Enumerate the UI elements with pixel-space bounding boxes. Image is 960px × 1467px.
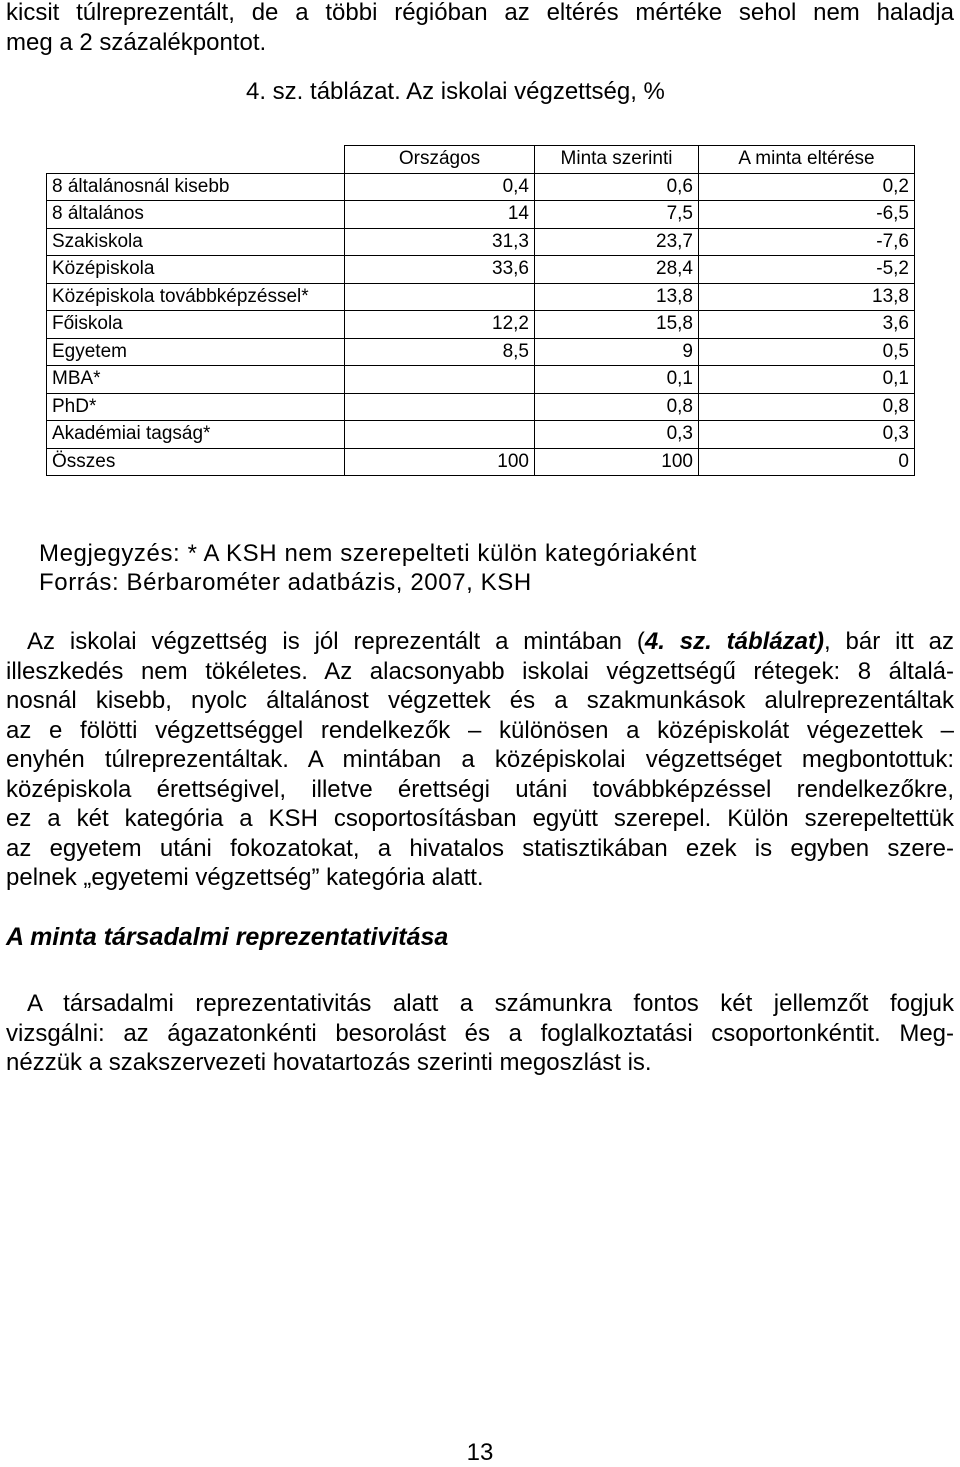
table-cell: 12,2 xyxy=(345,311,535,339)
table-cell: -6,5 xyxy=(699,201,915,229)
table-cell: 100 xyxy=(535,448,699,476)
paragraph-1-line-1-after: , bár itt az xyxy=(824,628,954,655)
table-cell: 15,8 xyxy=(535,311,699,339)
paragraph-2-line xyxy=(6,989,954,1019)
row-label: Egyetem xyxy=(47,338,345,366)
table-cell: 23,7 xyxy=(535,228,699,256)
note-text: Megjegyzés: * A KSH nem szerepelteti külön kategóriaként xyxy=(39,540,697,567)
row-label: Összes xyxy=(47,448,345,476)
section-heading: A minta társadalmi reprezentativitása xyxy=(6,923,449,951)
row-label: Középiskola továbbképzéssel* xyxy=(47,283,345,311)
education-table xyxy=(46,145,915,476)
paragraph-1-line-1-before: Az iskolai végzettség is jól reprezentált a mintában ( xyxy=(27,628,645,655)
table-cell: 0,1 xyxy=(535,366,699,394)
paragraph-2-line: vizsgálni: az ágazatonkénti besorolást és a foglalkoztatási csoportonkéntit. Meg- xyxy=(6,1019,954,1047)
table-notes xyxy=(39,539,697,597)
row-label: 8 általános xyxy=(47,201,345,229)
table-row xyxy=(47,228,915,256)
paragraph-1-line-1 xyxy=(6,627,954,657)
table-cell: 0,1 xyxy=(699,366,915,394)
table-cell: 28,4 xyxy=(535,256,699,284)
table-row xyxy=(47,338,915,366)
paragraph-1-line: ez a két kategória a KSH csoportosításban együtt szerepel. Külön szerepeltettük xyxy=(6,805,954,832)
table-row xyxy=(47,173,915,201)
table-cell: 0,8 xyxy=(699,393,915,421)
intro-paragraph xyxy=(6,0,954,58)
table-cell: 100 xyxy=(345,448,535,476)
paragraph-2-line: nézzük a szakszervezeti hovatartozás szerinti megoszlást is. xyxy=(6,1049,652,1076)
table-cell: 0,3 xyxy=(699,421,915,449)
paragraph-1-line: nosnál kisebb, nyolc általánost végzettek és a szakmunkások alulreprezentáltak xyxy=(6,687,954,714)
row-label: PhD* xyxy=(47,393,345,421)
table-cell: 0,5 xyxy=(699,338,915,366)
intro-line-1: kicsit túlreprezentált, de a többi régióban az eltérés mértéke sehol nem haladja xyxy=(6,0,954,26)
table-row xyxy=(47,421,915,449)
table-cell: 0,2 xyxy=(699,173,915,201)
table-cell: 0,4 xyxy=(345,173,535,201)
table-cell: 3,6 xyxy=(699,311,915,339)
table-cell: 0 xyxy=(699,448,915,476)
table-cell: 13,8 xyxy=(699,283,915,311)
header-minta-szerinti: Minta szerinti xyxy=(535,146,699,174)
table-row xyxy=(47,366,915,394)
paragraph-1-line: enyhén túlreprezentáltak. A mintában a középiskolai végzettséget megbontottuk: xyxy=(6,746,954,773)
row-label: Főiskola xyxy=(47,311,345,339)
table-cell: 31,3 xyxy=(345,228,535,256)
paragraph-1-line: az e fölötti végzettséggel rendelkezők – különösen a középiskolát végezettek – xyxy=(6,716,954,744)
table-cell: 9 xyxy=(535,338,699,366)
row-label: Akadémiai tagság* xyxy=(47,421,345,449)
table-row xyxy=(47,448,915,476)
row-label: MBA* xyxy=(47,366,345,394)
table-cell: 0,3 xyxy=(535,421,699,449)
table-row xyxy=(47,201,915,229)
table-reference: 4. sz. táblázat) xyxy=(644,628,825,655)
table-header-empty xyxy=(47,146,345,174)
table-cell: 0,6 xyxy=(535,173,699,201)
table-cell: -7,6 xyxy=(699,228,915,256)
table-cell: -5,2 xyxy=(699,256,915,284)
body-paragraph-2 xyxy=(6,989,954,1078)
table-header-row xyxy=(47,146,915,174)
row-label: Középiskola xyxy=(47,256,345,284)
table-caption: 4. sz. táblázat. Az iskolai végzettség, % xyxy=(246,78,665,105)
table-cell: 13,8 xyxy=(535,283,699,311)
paragraph-1-line: pelnek „egyetemi végzettség” kategória alatt. xyxy=(6,864,484,891)
row-label: 8 általánosnál kisebb xyxy=(47,173,345,201)
header-orszagos: Országos xyxy=(345,146,535,174)
table-row xyxy=(47,311,915,339)
table-cell xyxy=(345,421,535,449)
page-number: 13 xyxy=(466,1439,494,1466)
paragraph-1-line: középiskola érettségivel, illetve érettségi utáni továbbképzéssel rendelkezőkre, xyxy=(6,775,954,803)
body-paragraph-1 xyxy=(6,627,954,893)
source-text: Forrás: Bérbarométer adatbázis, 2007, KSH xyxy=(39,569,532,596)
table-cell: 0,8 xyxy=(535,393,699,421)
paragraph-1-line: az egyetem utáni fokozatokat, a hivatalos statisztikában ezek is egyben szere- xyxy=(6,834,954,862)
table-cell: 7,5 xyxy=(535,201,699,229)
table-cell xyxy=(345,366,535,394)
intro-line-2: meg a 2 százalékpontot. xyxy=(6,29,267,56)
header-minta-elterese: A minta eltérése xyxy=(699,146,915,174)
table-cell xyxy=(345,393,535,421)
table-cell xyxy=(345,283,535,311)
table-row xyxy=(47,256,915,284)
table-cell: 8,5 xyxy=(345,338,535,366)
row-label: Szakiskola xyxy=(47,228,345,256)
table-cell: 14 xyxy=(345,201,535,229)
table-row xyxy=(47,393,915,421)
paragraph-1-line: illeszkedés nem tökéletes. Az alacsonyabb iskolai végzettségű rétegek: 8 általá- xyxy=(6,657,954,685)
paragraph-2-line-1-text: A társadalmi reprezentativitás alatt a számunkra fontos két jellemzőt fogjuk xyxy=(27,990,954,1017)
table-cell: 33,6 xyxy=(345,256,535,284)
table-row xyxy=(47,283,915,311)
